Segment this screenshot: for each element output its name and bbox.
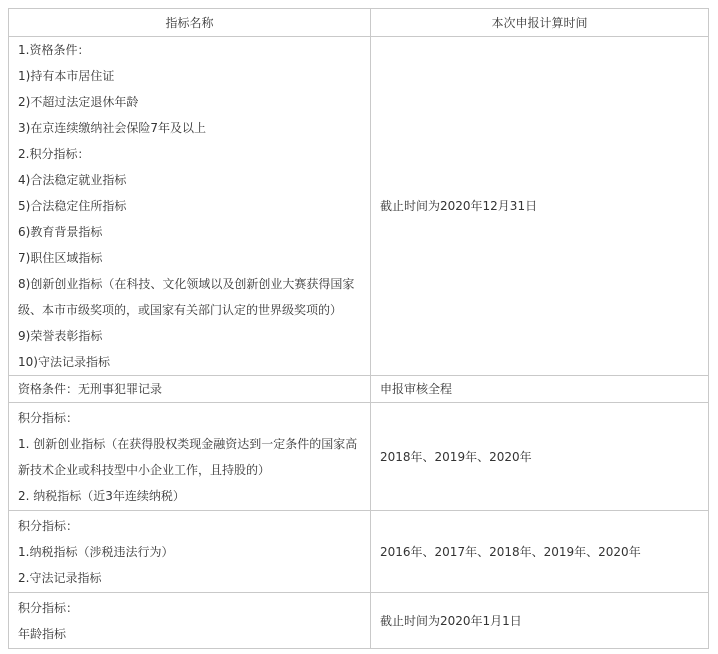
indicator-line: 新技术企业或科技型中小企业工作，且持股的） xyxy=(18,462,271,477)
indicator-line: 1. 创新创业指标（在获得股权类现金融资达到一定条件的国家高 xyxy=(18,436,358,451)
table-row xyxy=(9,376,709,403)
indicator-table xyxy=(8,8,709,649)
indicator-line: 1.纳税指标（涉税违法行为） xyxy=(18,544,174,559)
time-cell: 2018年、2019年、2020年 xyxy=(371,403,709,511)
indicator-line: 2.积分指标： xyxy=(18,147,90,161)
indicator-line: 2. 纳税指标（近3年连续纳税） xyxy=(18,488,185,503)
table-header-row xyxy=(9,9,709,37)
indicator-cell xyxy=(9,403,371,511)
time-cell: 2016年、2017年、2018年、2019年、2020年 xyxy=(371,511,709,593)
header-calculation-time: 本次申报计算时间 xyxy=(371,9,709,37)
indicator-line: 年龄指标 xyxy=(18,626,67,641)
table-row xyxy=(9,37,709,376)
indicator-cell xyxy=(9,376,371,403)
time-cell: 截止时间为2020年12月31日 xyxy=(371,37,709,376)
indicator-line: 积分指标： xyxy=(18,518,79,533)
indicator-line: 10)守法记录指标 xyxy=(18,355,110,369)
indicator-line: 资格条件：无刑事犯罪记录 xyxy=(18,382,163,396)
indicator-line: 6)教育背景指标 xyxy=(18,225,103,239)
indicator-line: 8)创新创业指标（在科技、文化领域以及创新创业大赛获得国家 xyxy=(18,277,355,291)
indicator-line: 1.资格条件： xyxy=(18,43,90,57)
time-cell: 申报审核全程 xyxy=(371,376,709,403)
indicator-line: 2)不超过法定退休年龄 xyxy=(18,95,139,109)
indicator-line: 积分指标： xyxy=(18,410,79,425)
indicator-line: 7)职住区域指标 xyxy=(18,251,103,265)
indicator-line: 9)荣誉表彰指标 xyxy=(18,329,103,343)
header-indicator-name: 指标名称 xyxy=(9,9,371,37)
indicator-line: 3)在京连续缴纳社会保险7年及以上 xyxy=(18,121,206,135)
indicator-cell xyxy=(9,511,371,593)
table-row xyxy=(9,511,709,593)
indicator-line: 2.守法记录指标 xyxy=(18,570,102,585)
indicator-cell xyxy=(9,37,371,376)
table-row xyxy=(9,593,709,649)
table-row xyxy=(9,403,709,511)
time-cell: 截止时间为2020年1月1日 xyxy=(371,593,709,649)
indicator-line: 4)合法稳定就业指标 xyxy=(18,173,127,187)
indicator-line: 积分指标： xyxy=(18,600,79,615)
indicator-cell xyxy=(9,593,371,649)
indicator-line: 1)持有本市居住证 xyxy=(18,69,115,83)
indicator-line: 5)合法稳定住所指标 xyxy=(18,199,127,213)
indicator-line: 级、本市市级奖项的，或国家有关部门认定的世界级奖项的） xyxy=(18,303,343,317)
